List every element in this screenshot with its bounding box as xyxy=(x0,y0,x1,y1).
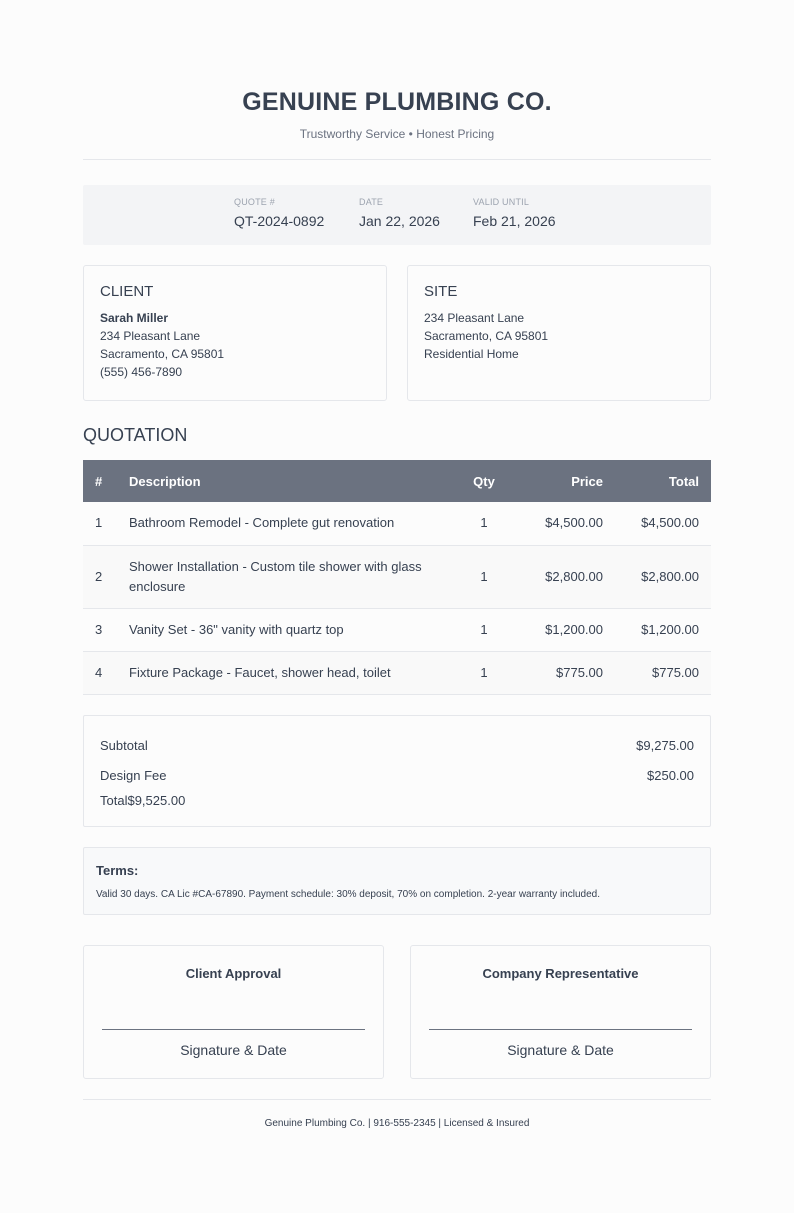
client-signature-line[interactable] xyxy=(102,1029,365,1030)
quote-date-block xyxy=(359,197,440,230)
item-qty: 1 xyxy=(449,608,519,651)
site-city: Sacramento, CA 95801 xyxy=(424,329,549,343)
site-street: 234 Pleasant Lane xyxy=(424,311,525,325)
grand-total-value: $9,525.00 xyxy=(127,792,186,808)
header-divider xyxy=(83,159,711,160)
quotation-title: QUOTATION xyxy=(83,425,188,445)
table-row xyxy=(83,502,711,545)
table-row xyxy=(83,608,711,651)
site-card xyxy=(407,265,711,401)
column-header-total: Total xyxy=(615,460,711,502)
company-name: GENUINE PLUMBING CO. xyxy=(242,88,552,116)
signatures-section xyxy=(83,945,711,1079)
item-number: 3 xyxy=(83,608,117,651)
item-qty: 1 xyxy=(449,651,519,694)
terms-box xyxy=(83,847,711,915)
item-number: 1 xyxy=(83,502,117,545)
table-row xyxy=(83,545,711,608)
item-description: Bathroom Remodel - Complete gut renovation xyxy=(117,502,449,545)
client-approval-card xyxy=(83,945,384,1079)
quote-meta-bar xyxy=(83,185,711,245)
quote-date-value: Jan 22, 2026 xyxy=(359,213,440,229)
column-header-number: # xyxy=(83,460,117,502)
item-qty: 1 xyxy=(449,545,519,608)
terms-text: Valid 30 days. CA Lic #CA-67890. Payment schedule: 30% deposit, 70% on completion. 2-year warranty included. xyxy=(96,888,600,900)
site-type: Residential Home xyxy=(424,347,519,361)
item-total: $2,800.00 xyxy=(615,545,711,608)
quote-number-label: QUOTE # xyxy=(234,197,275,207)
client-heading: CLIENT xyxy=(100,283,154,300)
item-total: $775.00 xyxy=(615,651,711,694)
column-header-description: Description xyxy=(117,460,449,502)
subtotal-value: $9,275.00 xyxy=(636,737,694,753)
valid-until-block xyxy=(473,197,556,230)
item-number: 2 xyxy=(83,545,117,608)
footer-divider xyxy=(83,1099,711,1100)
design-fee-label: Design Fee xyxy=(100,767,167,783)
client-name: Sarah Miller xyxy=(100,311,169,325)
valid-until-label: VALID UNTIL xyxy=(473,197,530,207)
item-description: Shower Installation - Custom tile shower with glass enclosure xyxy=(117,545,449,608)
client-card xyxy=(83,265,387,401)
document-footer: Genuine Plumbing Co. | 916-555-2345 | Licensed & Insured xyxy=(264,1117,530,1129)
subtotal-row xyxy=(100,738,694,754)
grand-total-label: Total xyxy=(100,792,128,808)
line-items-table xyxy=(83,460,711,695)
client-phone: (555) 456-7890 xyxy=(100,365,183,379)
item-description: Vanity Set - 36" vanity with quartz top xyxy=(117,608,449,651)
item-price: $1,200.00 xyxy=(519,608,615,651)
grand-total-row xyxy=(100,793,185,809)
client-approval-title: Client Approval xyxy=(185,965,282,981)
table-row xyxy=(83,651,711,694)
column-header-qty: Qty xyxy=(449,460,519,502)
table-header-row xyxy=(83,460,711,502)
parties-section xyxy=(83,265,711,401)
company-rep-card xyxy=(410,945,711,1079)
quote-document xyxy=(83,0,711,1130)
item-total: $4,500.00 xyxy=(615,502,711,545)
design-fee-row xyxy=(100,768,694,784)
site-heading: SITE xyxy=(424,283,458,300)
company-rep-signature-line[interactable] xyxy=(429,1029,692,1030)
quote-number-value: QT-2024-0892 xyxy=(234,213,325,229)
item-description: Fixture Package - Faucet, shower head, toilet xyxy=(117,651,449,694)
valid-until-value: Feb 21, 2026 xyxy=(473,213,556,229)
item-price: $4,500.00 xyxy=(519,502,615,545)
company-rep-signature-caption: Signature & Date xyxy=(507,1041,614,1058)
terms-title: Terms: xyxy=(96,862,139,878)
item-number: 4 xyxy=(83,651,117,694)
client-street: 234 Pleasant Lane xyxy=(100,329,201,343)
totals-box xyxy=(83,715,711,827)
item-qty: 1 xyxy=(449,502,519,545)
design-fee-value: $250.00 xyxy=(647,767,694,783)
quote-number-block xyxy=(234,197,324,230)
quote-date-label: DATE xyxy=(359,197,384,207)
subtotal-label: Subtotal xyxy=(100,737,148,753)
item-total: $1,200.00 xyxy=(615,608,711,651)
company-tagline: Trustworthy Service • Honest Pricing xyxy=(299,127,495,141)
client-signature-caption: Signature & Date xyxy=(180,1041,287,1058)
column-header-price: Price xyxy=(519,460,615,502)
item-price: $2,800.00 xyxy=(519,545,615,608)
item-price: $775.00 xyxy=(519,651,615,694)
client-city: Sacramento, CA 95801 xyxy=(100,347,225,361)
company-rep-title: Company Representative xyxy=(482,965,639,981)
document-header xyxy=(83,0,711,160)
